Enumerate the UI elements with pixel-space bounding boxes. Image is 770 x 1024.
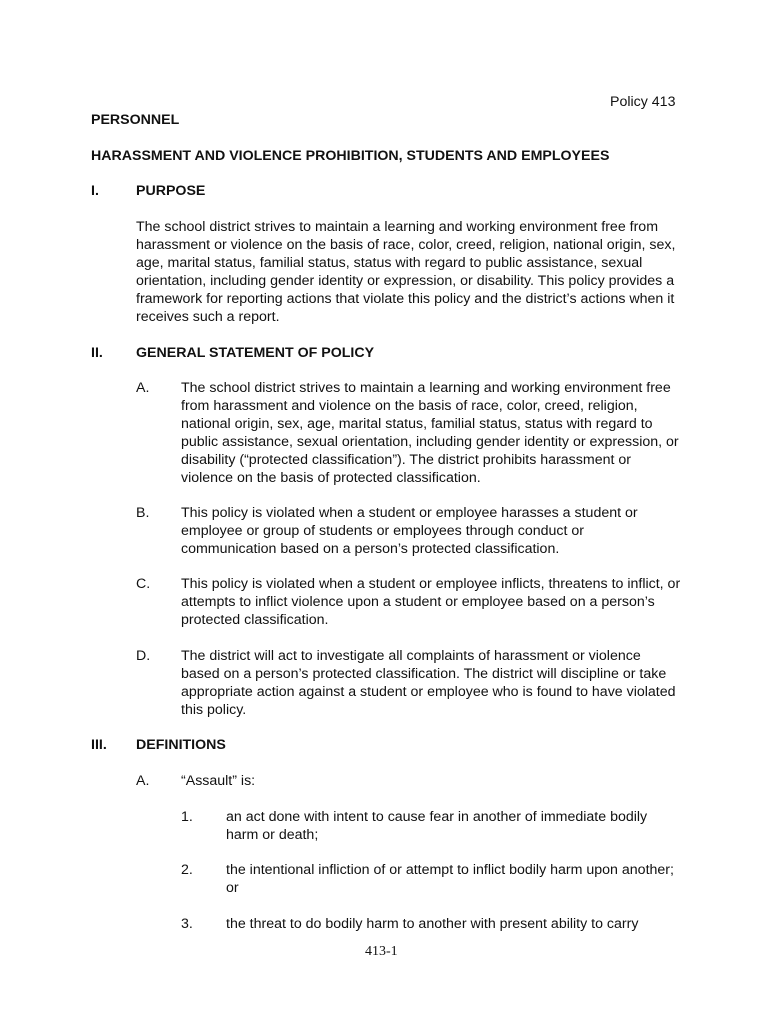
subitem-text: the threat to do bodily harm to another with present ability to carry — [226, 916, 639, 932]
policy-title: HARASSMENT AND VIOLENCE PROHIBITION, STUDENTS AND EMPLOYEES — [91, 148, 610, 164]
section-heading-purpose: PURPOSE — [136, 183, 206, 199]
item-letter: C. — [136, 576, 151, 592]
definition-term: “Assault” is: — [181, 773, 256, 789]
section-heading-general-statement: GENERAL STATEMENT OF POLICY — [136, 345, 375, 361]
section-numeral: III. — [91, 737, 107, 753]
page-number: 413-1 — [365, 944, 398, 959]
policy-item-text: The district will act to investigate all complaints of harassment or violence based on a person’s protected classification. The district will discipline or take appropriate action against a student or employee who is found to have violated this policy. — [181, 648, 676, 718]
subitem-text: the intentional infliction of or attempt to inflict bodily harm upon another; or — [226, 862, 674, 896]
purpose-paragraph: The school district strives to maintain a learning and working environment free from harassment or violence on the basis of race, color, creed, religion, national origin, sex, age, marital status, familial status, status with regard to public assistance, sexual orientation, including gender identity or expression, or disability. This policy provides a framework for reporting actions that violate this policy and the district’s actions when it receives such a report. — [136, 219, 676, 325]
section-numeral: II. — [91, 345, 103, 361]
policy-category: PERSONNEL — [91, 112, 180, 128]
policy-number: Policy 413 — [610, 94, 676, 110]
policy-item-text: This policy is violated when a student or employee harasses a student or employee or group of students or employees through conduct or communication based on a person’s protected classification. — [181, 505, 638, 557]
item-letter: A. — [136, 773, 150, 789]
subitem-number: 2. — [181, 862, 193, 878]
item-letter: A. — [136, 380, 150, 396]
section-heading-definitions: DEFINITIONS — [136, 737, 226, 753]
policy-item-text: This policy is violated when a student or employee inflicts, threatens to inflict, or attempts to inflict violence upon a student or employee based on a person’s protected classification. — [181, 576, 681, 628]
subitem-text: an act done with intent to cause fear in another of immediate bodily harm or death; — [226, 809, 648, 843]
item-letter: B. — [136, 505, 150, 521]
item-letter: D. — [136, 648, 151, 664]
subitem-number: 3. — [181, 916, 193, 932]
section-numeral: I. — [91, 183, 99, 199]
policy-item-text: The school district strives to maintain a learning and working environment free from harassment and violence on the basis of race, color, creed, religion, national origin, sex, age, marital status, familial status, status with regard to public assistance, sexual orientation, including gender identity or expression, or disability (“protected classification”). The district prohibits harassment or violence on the basis of protected classification. — [181, 380, 679, 486]
subitem-number: 1. — [181, 809, 193, 825]
